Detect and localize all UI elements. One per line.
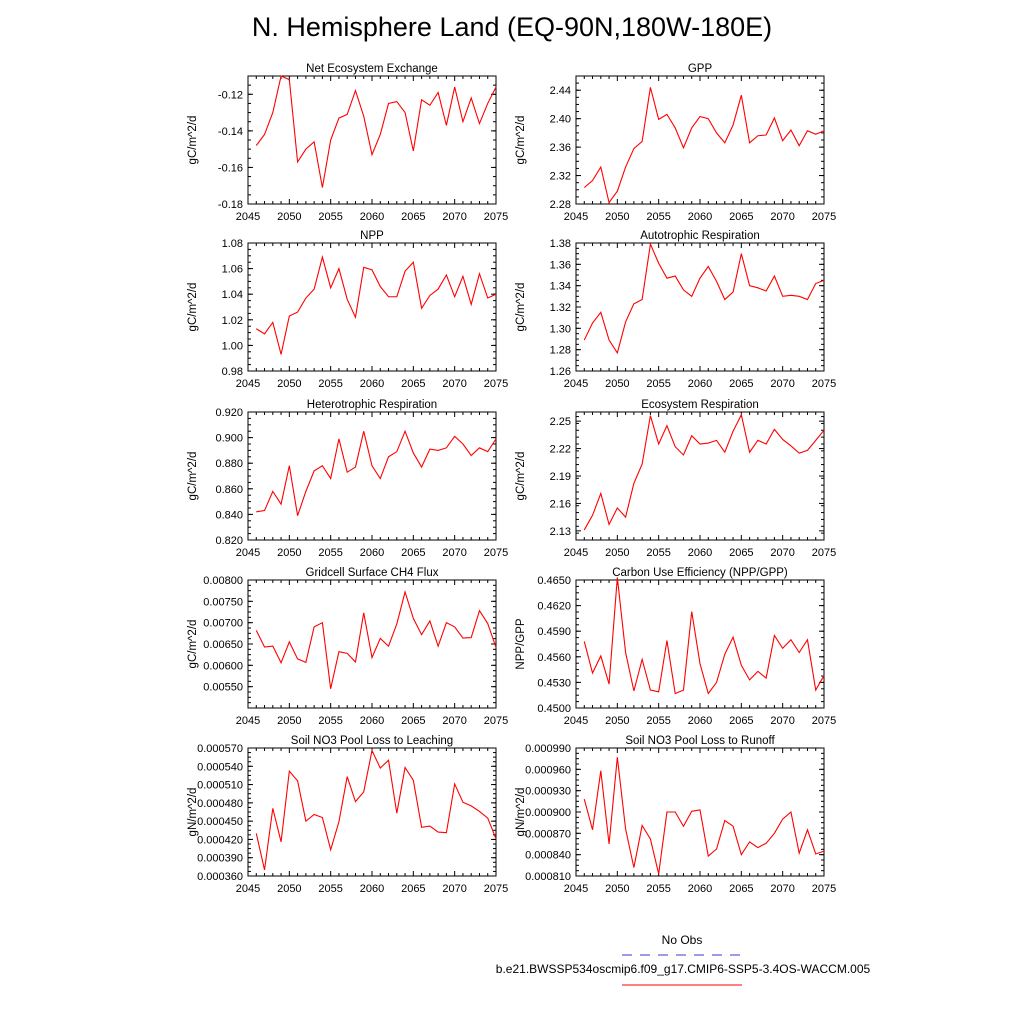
y-axis-label: gC/m^2/d bbox=[187, 619, 199, 669]
y-tick-label: 1.30 bbox=[549, 323, 571, 336]
legend-model-label: b.e21.BWSSP534oscmip6.f09_g17.CMIP6-SSP5-3.4OS-WACCM.005 bbox=[495, 962, 871, 976]
y-tick-label: 0.000990 bbox=[525, 743, 571, 755]
y-tick-label: 0.000360 bbox=[197, 871, 243, 883]
x-tick-label: 2070 bbox=[770, 883, 795, 895]
y-axis-label: gC/m^2/d bbox=[187, 115, 199, 165]
y-tick-label: 2.16 bbox=[549, 498, 571, 511]
x-tick-label: 2060 bbox=[687, 378, 713, 390]
figure-title: N. Hemisphere Land (EQ-90N,180W-180E) bbox=[251, 12, 773, 42]
y-tick-label: 0.900 bbox=[215, 432, 243, 445]
x-tick-label: 2060 bbox=[359, 715, 385, 727]
y-tick-label: 0.000840 bbox=[525, 849, 571, 862]
chart-panel-9 bbox=[187, 735, 508, 895]
y-tick-label: 0.000420 bbox=[197, 834, 243, 847]
x-tick-label: 2065 bbox=[401, 378, 426, 390]
y-tick-label: 0.000960 bbox=[525, 764, 571, 777]
chart-title: Soil NO3 Pool Loss to Leaching bbox=[290, 735, 454, 747]
y-tick-label: 1.34 bbox=[549, 280, 571, 293]
chart-title: Net Ecosystem Exchange bbox=[306, 63, 438, 75]
legend-obs-label: No Obs bbox=[661, 933, 703, 947]
chart-panel-1 bbox=[187, 63, 508, 223]
x-tick-label: 2060 bbox=[687, 883, 713, 895]
x-tick-label: 2065 bbox=[401, 547, 426, 559]
y-tick-label: 0.00550 bbox=[203, 681, 243, 694]
y-axis-label: gC/m^2/d bbox=[187, 282, 199, 332]
x-tick-label: 2075 bbox=[483, 547, 509, 559]
plot-frame bbox=[248, 748, 496, 876]
chart-title: Soil NO3 Pool Loss to Runoff bbox=[625, 735, 775, 747]
y-tick-label: 2.32 bbox=[549, 170, 571, 183]
plot-frame bbox=[576, 76, 824, 204]
series-line bbox=[584, 577, 824, 693]
y-tick-label: 0.00800 bbox=[203, 575, 243, 587]
x-tick-label: 2070 bbox=[442, 378, 467, 390]
x-tick-label: 2045 bbox=[563, 211, 589, 223]
x-tick-label: 2075 bbox=[811, 547, 837, 559]
x-tick-label: 2075 bbox=[811, 883, 837, 895]
y-tick-label: 0.4650 bbox=[537, 575, 571, 587]
x-tick-label: 2075 bbox=[483, 883, 509, 895]
y-tick-label: 2.13 bbox=[549, 525, 571, 538]
y-tick-label: 2.25 bbox=[549, 416, 571, 429]
x-tick-label: 2050 bbox=[605, 547, 630, 559]
y-tick-label: 0.000810 bbox=[525, 871, 571, 883]
y-tick-label: -0.18 bbox=[217, 199, 243, 211]
y-tick-label: 0.00600 bbox=[203, 660, 243, 673]
chart-title: GPP bbox=[687, 63, 713, 75]
chart-panel-6 bbox=[515, 399, 836, 559]
x-tick-label: 2075 bbox=[483, 378, 509, 390]
x-tick-label: 2070 bbox=[770, 211, 795, 223]
chart-panel-10 bbox=[515, 735, 836, 895]
x-tick-label: 2065 bbox=[729, 378, 754, 390]
chart-title: NPP bbox=[360, 230, 384, 242]
x-tick-label: 2075 bbox=[483, 211, 509, 223]
x-tick-label: 2060 bbox=[359, 547, 385, 559]
y-tick-label: 0.4530 bbox=[537, 677, 571, 690]
y-tick-label: 0.000480 bbox=[197, 797, 243, 810]
y-axis-label: gC/m^2/d bbox=[187, 451, 199, 501]
x-tick-label: 2070 bbox=[770, 378, 795, 390]
y-tick-label: 2.28 bbox=[549, 199, 571, 211]
y-tick-label: 0.000930 bbox=[525, 785, 571, 798]
chart-panel-2 bbox=[515, 63, 836, 223]
chart-panel-5 bbox=[187, 399, 508, 559]
series-line bbox=[584, 757, 824, 874]
x-tick-label: 2055 bbox=[646, 211, 671, 223]
x-tick-label: 2065 bbox=[729, 715, 754, 727]
y-tick-label: 1.02 bbox=[221, 314, 243, 327]
x-tick-label: 2055 bbox=[318, 715, 343, 727]
y-tick-label: -0.14 bbox=[217, 125, 243, 138]
x-tick-label: 2055 bbox=[318, 883, 343, 895]
y-tick-label: 2.19 bbox=[549, 471, 571, 483]
y-tick-label: 0.4560 bbox=[537, 651, 571, 664]
x-tick-label: 2050 bbox=[605, 378, 630, 390]
y-tick-label: 0.00650 bbox=[203, 639, 243, 651]
y-tick-label: 2.22 bbox=[549, 443, 571, 456]
y-tick-label: 1.38 bbox=[549, 238, 571, 250]
plot-frame bbox=[248, 76, 496, 204]
y-axis-label: gC/m^2/d bbox=[515, 282, 527, 332]
y-tick-label: 2.40 bbox=[549, 113, 571, 126]
x-tick-label: 2045 bbox=[563, 547, 589, 559]
x-tick-label: 2050 bbox=[277, 883, 302, 895]
y-tick-label: 1.36 bbox=[549, 259, 571, 272]
x-tick-label: 2060 bbox=[359, 378, 385, 390]
x-tick-label: 2075 bbox=[811, 211, 837, 223]
x-tick-label: 2065 bbox=[729, 211, 754, 223]
x-tick-label: 2045 bbox=[563, 378, 589, 390]
x-tick-label: 2050 bbox=[277, 378, 302, 390]
y-axis-label: gC/m^2/d bbox=[515, 115, 527, 165]
y-tick-label: 0.000390 bbox=[197, 852, 243, 865]
y-tick-label: 0.98 bbox=[221, 366, 243, 378]
chart-panel-4 bbox=[515, 230, 836, 390]
series-line bbox=[256, 750, 496, 869]
y-tick-label: 0.000510 bbox=[197, 779, 243, 792]
y-axis-label: gC/m^2/d bbox=[515, 451, 527, 501]
x-tick-label: 2060 bbox=[687, 715, 713, 727]
y-tick-label: 0.00750 bbox=[203, 596, 243, 609]
y-tick-label: 0.880 bbox=[215, 458, 243, 471]
chart-title: Carbon Use Efficiency (NPP/GPP) bbox=[612, 567, 788, 579]
x-tick-label: 2055 bbox=[646, 378, 671, 390]
x-tick-label: 2055 bbox=[318, 378, 343, 390]
x-tick-label: 2050 bbox=[605, 715, 630, 727]
y-tick-label: 0.920 bbox=[215, 407, 243, 419]
y-tick-label: 0.000570 bbox=[197, 743, 243, 755]
x-tick-label: 2060 bbox=[359, 883, 385, 895]
series-line bbox=[584, 244, 824, 353]
series-line bbox=[584, 87, 824, 202]
x-tick-label: 2065 bbox=[729, 547, 754, 559]
x-tick-label: 2055 bbox=[318, 211, 343, 223]
x-tick-label: 2055 bbox=[646, 547, 671, 559]
x-tick-label: 2065 bbox=[401, 715, 426, 727]
y-tick-label: 0.4500 bbox=[537, 703, 571, 715]
chart-panel-8 bbox=[515, 567, 836, 727]
x-tick-label: 2055 bbox=[318, 547, 343, 559]
x-tick-label: 2060 bbox=[687, 211, 713, 223]
y-tick-label: 0.00700 bbox=[203, 617, 243, 630]
y-tick-label: 1.26 bbox=[549, 366, 571, 378]
y-axis-label: gN/m^2/d bbox=[515, 787, 527, 837]
y-tick-label: -0.12 bbox=[217, 89, 243, 102]
y-tick-label: 1.32 bbox=[549, 302, 571, 314]
x-tick-label: 2070 bbox=[442, 715, 467, 727]
y-tick-label: 2.36 bbox=[549, 142, 571, 155]
y-tick-label: 0.000450 bbox=[197, 816, 243, 829]
y-tick-label: 0.000540 bbox=[197, 761, 243, 774]
x-tick-label: 2050 bbox=[277, 715, 302, 727]
y-tick-label: 1.00 bbox=[221, 340, 243, 353]
x-tick-label: 2045 bbox=[235, 378, 261, 390]
y-tick-label: 1.08 bbox=[221, 238, 243, 250]
x-tick-label: 2050 bbox=[605, 211, 630, 223]
chart-title: Ecosystem Respiration bbox=[641, 399, 759, 411]
plot-frame bbox=[576, 243, 824, 371]
plot-frame bbox=[576, 412, 824, 540]
x-tick-label: 2065 bbox=[401, 211, 426, 223]
series-line bbox=[256, 76, 496, 188]
y-axis-label: NPP/GPP bbox=[515, 618, 527, 670]
x-tick-label: 2045 bbox=[563, 883, 589, 895]
x-tick-label: 2070 bbox=[770, 715, 795, 727]
series-line bbox=[584, 415, 824, 530]
y-tick-label: 0.840 bbox=[215, 509, 243, 522]
x-tick-label: 2075 bbox=[483, 715, 509, 727]
y-tick-label: 1.06 bbox=[221, 263, 243, 276]
x-tick-label: 2050 bbox=[277, 211, 302, 223]
x-tick-label: 2050 bbox=[277, 547, 302, 559]
x-tick-label: 2045 bbox=[235, 715, 261, 727]
plot-frame bbox=[248, 580, 496, 708]
chart-title: Heterotrophic Respiration bbox=[306, 399, 438, 411]
x-tick-label: 2065 bbox=[401, 883, 426, 895]
y-tick-label: 0.860 bbox=[215, 483, 243, 496]
chart-panel-7 bbox=[187, 567, 508, 727]
x-tick-label: 2075 bbox=[811, 715, 837, 727]
x-tick-label: 2070 bbox=[770, 547, 795, 559]
x-tick-label: 2070 bbox=[442, 883, 467, 895]
y-tick-label: 0.4590 bbox=[537, 626, 571, 639]
series-line bbox=[256, 257, 496, 354]
y-tick-label: 0.000900 bbox=[525, 807, 571, 819]
chart-title: Gridcell Surface CH4 Flux bbox=[305, 567, 439, 579]
x-tick-label: 2060 bbox=[359, 211, 385, 223]
chart-panel-3 bbox=[187, 230, 508, 390]
x-tick-label: 2045 bbox=[235, 547, 261, 559]
plot-frame bbox=[248, 243, 496, 371]
x-tick-label: 2060 bbox=[687, 547, 713, 559]
chart-title: Autotrophic Respiration bbox=[640, 230, 760, 242]
y-tick-label: 2.44 bbox=[549, 85, 571, 98]
y-tick-label: 0.820 bbox=[215, 535, 243, 547]
x-tick-label: 2075 bbox=[811, 378, 837, 390]
x-tick-label: 2055 bbox=[646, 883, 671, 895]
y-tick-label: 1.28 bbox=[549, 344, 571, 357]
x-tick-label: 2055 bbox=[646, 715, 671, 727]
plot-frame bbox=[248, 412, 496, 540]
x-tick-label: 2070 bbox=[442, 211, 467, 223]
x-tick-label: 2045 bbox=[235, 883, 261, 895]
y-tick-label: -0.16 bbox=[217, 162, 243, 175]
series-line bbox=[256, 431, 496, 515]
y-tick-label: 1.04 bbox=[221, 289, 243, 302]
x-tick-label: 2050 bbox=[605, 883, 630, 895]
y-tick-label: 0.000870 bbox=[525, 828, 571, 841]
x-tick-label: 2070 bbox=[442, 547, 467, 559]
y-tick-label: 0.4620 bbox=[537, 600, 571, 613]
y-axis-label: gN/m^2/d bbox=[187, 787, 199, 837]
x-tick-label: 2045 bbox=[563, 715, 589, 727]
x-tick-label: 2045 bbox=[235, 211, 261, 223]
x-tick-label: 2065 bbox=[729, 883, 754, 895]
series-line bbox=[256, 592, 496, 689]
